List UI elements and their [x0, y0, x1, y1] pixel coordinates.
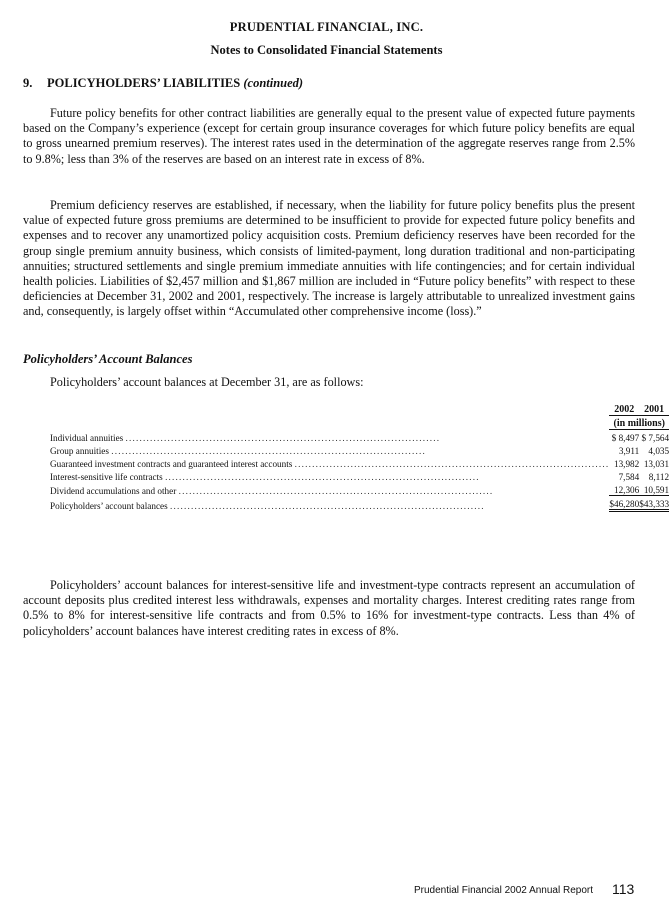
paragraph-text: Policyholders’ account balances for interest-sensitive life and investment-type contracts represent an accumulation of account deposits plus credited interest less withdrawals, expenses and mortality charges. Interest crediting rates range from 0.5% to 8% for interest-sensitive life contracts and from 0.5% to 16% for investment-type contracts. Less than 4% of policyholders’ account balances have interest crediting rates in excess of 8%. [23, 578, 635, 638]
table-units-row [50, 416, 669, 430]
row-value-2001: 4,035 [648, 446, 669, 456]
row-value-2002: 12,306 [609, 482, 639, 496]
section-heading [23, 76, 303, 91]
account-balances-intro: Policyholders’ account balances at December 31, are as follows: [50, 375, 364, 389]
year-header-2002: 2002 [609, 402, 639, 416]
row-value-2002: 3,911 [618, 446, 640, 456]
row-value-2001: 10,591 [639, 482, 669, 496]
account-balances-table [50, 402, 669, 512]
row-label: Group annuities [50, 446, 109, 456]
row-label: Guaranteed investment contracts and guaranteed interest accounts [50, 459, 293, 469]
paragraph-account-balances [23, 578, 635, 639]
row-label: Dividend accumulations and other [50, 485, 177, 496]
paragraph-text: Future policy benefits for other contract liabilities are generally equal to the present value of expected future payments based on the Company’s experience (except for certain group insurance coverages for which future policy benefits are equal to gross unearned premium reserves). The interest rates used in the determination of the aggregate reserves range from 2.5% to 9.8%; less than 3% of the reserves are based on an interest rate in excess of 8%. [23, 106, 635, 166]
paragraph-text: Premium deficiency reserves are established, if necessary, when the liability for future policy benefits plus the present value of expected future gross premiums are determined to be insufficient to provide for expected future policy benefits and expenses and to recover any unamortized policy acquisition costs. Premium deficiency reserves have been recorded for the group single premium annuity business, which consists of limited-payment, long duration traditional and non-participating annuities; structured settlements and single premium immediate annuities with life contingencies; and for certain individual health policies. Liabilities of $2,457 million and $1,867 million are included in “Future policy benefits” with respect to these deficiencies at December 31, 2002 and 2001, respectively. The increase is largely attributable to unrealized investment gains and, consequently, is largely offset within “Accumulated other comprehensive income (loss).” [23, 198, 635, 319]
section-title: POLICYHOLDERS’ LIABILITIES [47, 76, 241, 90]
page-number: 113 [612, 881, 635, 897]
footer-report-title: Prudential Financial 2002 Annual Report [413, 885, 593, 896]
total-value-2001: $43,333 [639, 496, 669, 511]
table-row: Interest-sensitive life contracts .......................................................................................... 7,584 8,112 [50, 469, 669, 482]
section-continued: (continued) [243, 76, 304, 90]
row-value-2001: 8,112 [648, 472, 669, 482]
table-total-row: Policyholders’ account balances .......................................................................................... $46,280 $43,333 [50, 496, 669, 511]
row-label: Individual annuities [50, 433, 124, 443]
row-value-2002: 13,982 [613, 459, 640, 469]
row-value-2001: 13,031 [643, 459, 669, 469]
section-number: 9. [23, 76, 33, 90]
year-header-2001: 2001 [639, 402, 669, 416]
paragraph-future-policy-benefits [23, 106, 635, 167]
row-label: Interest-sensitive life contracts [50, 472, 163, 482]
row-value-2001: $ 7,564 [641, 433, 669, 443]
row-value-2002: 7,584 [618, 472, 640, 482]
total-value-2002: $46,280 [609, 496, 639, 511]
table-row: Group annuities .......................................................................................... 3,911 4,035 [50, 443, 669, 456]
document-subtitle: Notes to Consolidated Financial Statements [210, 43, 443, 57]
table-row: Guaranteed investment contracts and guaranteed interest accounts .......................................................................................... 13,982 13,031 [50, 456, 669, 469]
row-value-2002: $ 8,497 [611, 433, 640, 443]
total-label: Policyholders’ account balances [50, 500, 168, 511]
table-header-row [50, 402, 669, 416]
paragraph-premium-deficiency [23, 198, 635, 320]
table-row: Dividend accumulations and other .......................................................................................... 12,306 10,591 [50, 482, 669, 496]
table-row: Individual annuities .......................................................................................... $ 8,497 $ 7,564 [50, 430, 669, 444]
units-label: (in millions) [609, 416, 669, 430]
account-balances-heading: Policyholders’ Account Balances [23, 352, 193, 366]
company-name: PRUDENTIAL FINANCIAL, INC. [229, 20, 424, 34]
